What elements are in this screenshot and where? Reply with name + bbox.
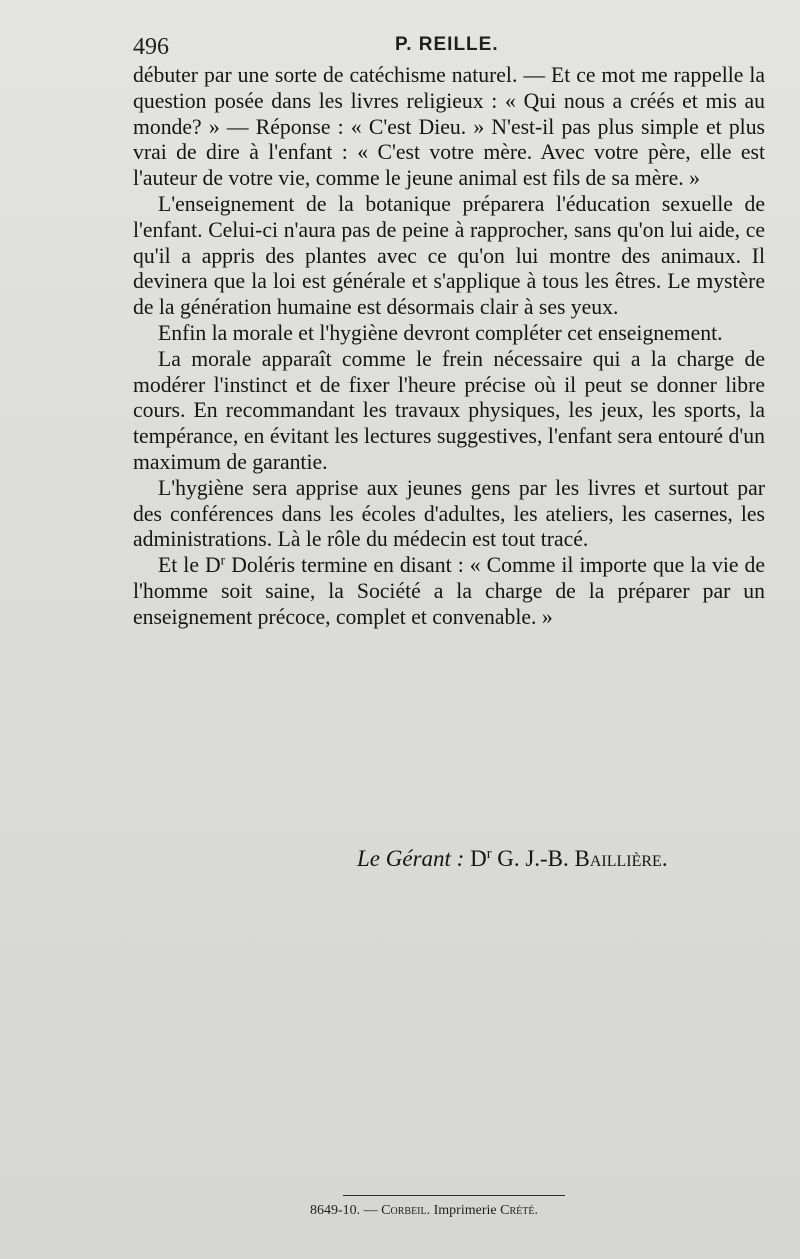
paragraph-final — [133, 553, 765, 630]
paragraph: L'enseignement de la botanique préparera l'éducation sexuelle de l'enfant. Celui-ci n'aura pas de peine à rapprocher, sans qu'on lui aide, ce qu'il a appris des plantes avec ce qu'on lui montre des animaux. Il devinera que la loi est générale et s'applique à tous les êtres. Le mystère de la génération humaine est désormais clair à ses yeux. — [133, 191, 765, 320]
superscript: r — [486, 846, 492, 863]
imprint-city: Corbeil. — [381, 1203, 431, 1218]
page-header — [133, 28, 763, 62]
signature — [357, 846, 668, 872]
footer-rule — [343, 1195, 565, 1196]
signature-title — [470, 846, 491, 871]
imprint-number: 8649-10. — — [310, 1203, 382, 1218]
body-text — [133, 63, 765, 631]
printer-imprint — [310, 1203, 538, 1219]
text-run: D — [470, 846, 487, 871]
text-run: Et le D — [158, 553, 221, 578]
imprint-printer: Crété. — [500, 1203, 538, 1218]
paragraph: L'hygiène sera apprise aux jeunes gens par les livres et surtout par des conférences dans les écoles d'adultes, les ateliers, les casernes, les administrations. Là le rôle du médecin est tout tracé. — [133, 475, 765, 552]
paragraph: débuter par une sorte de catéchisme naturel. — Et ce mot me rappelle la question posée dans les livres religieux : « Qui nous a créés et mis au monde? » — Réponse : « C'est Dieu. » N'est-il pas plus simple et plus vrai de dire à l'enfant : « C'est votre mère. Avec votre père, elle est l'auteur de votre vie, comme le jeune animal est fils de sa mère. » — [133, 63, 765, 191]
page-number: 496 — [133, 34, 169, 60]
paragraph: Enfin la morale et l'hygiène devront compléter cet enseignement. — [158, 320, 723, 345]
paragraph: La morale apparaît comme le frein nécessaire qui a la charge de modérer l'instinct et de fixer l'heure précise où il peut se donner libre cours. En recommandant les travaux physiques, les jeux, les sports, la tempérance, en évitant les lectures suggestives, l'enfant sera entouré d'un maximum de garantie. — [133, 346, 765, 474]
superscript: r — [220, 552, 226, 568]
signature-name: G. J.-B. Baillière. — [497, 846, 668, 871]
signature-role: Le Gérant : — [357, 846, 465, 871]
text-run: Doléris termine en disant : « Comme il importe que la vie de l'homme soit saine, la Société a la charge de la préparer par un enseignement précoce, complet et convenable. » — [133, 553, 765, 629]
imprint-label: Imprimerie — [430, 1203, 501, 1218]
running-head: P. REILLE. — [395, 34, 499, 55]
